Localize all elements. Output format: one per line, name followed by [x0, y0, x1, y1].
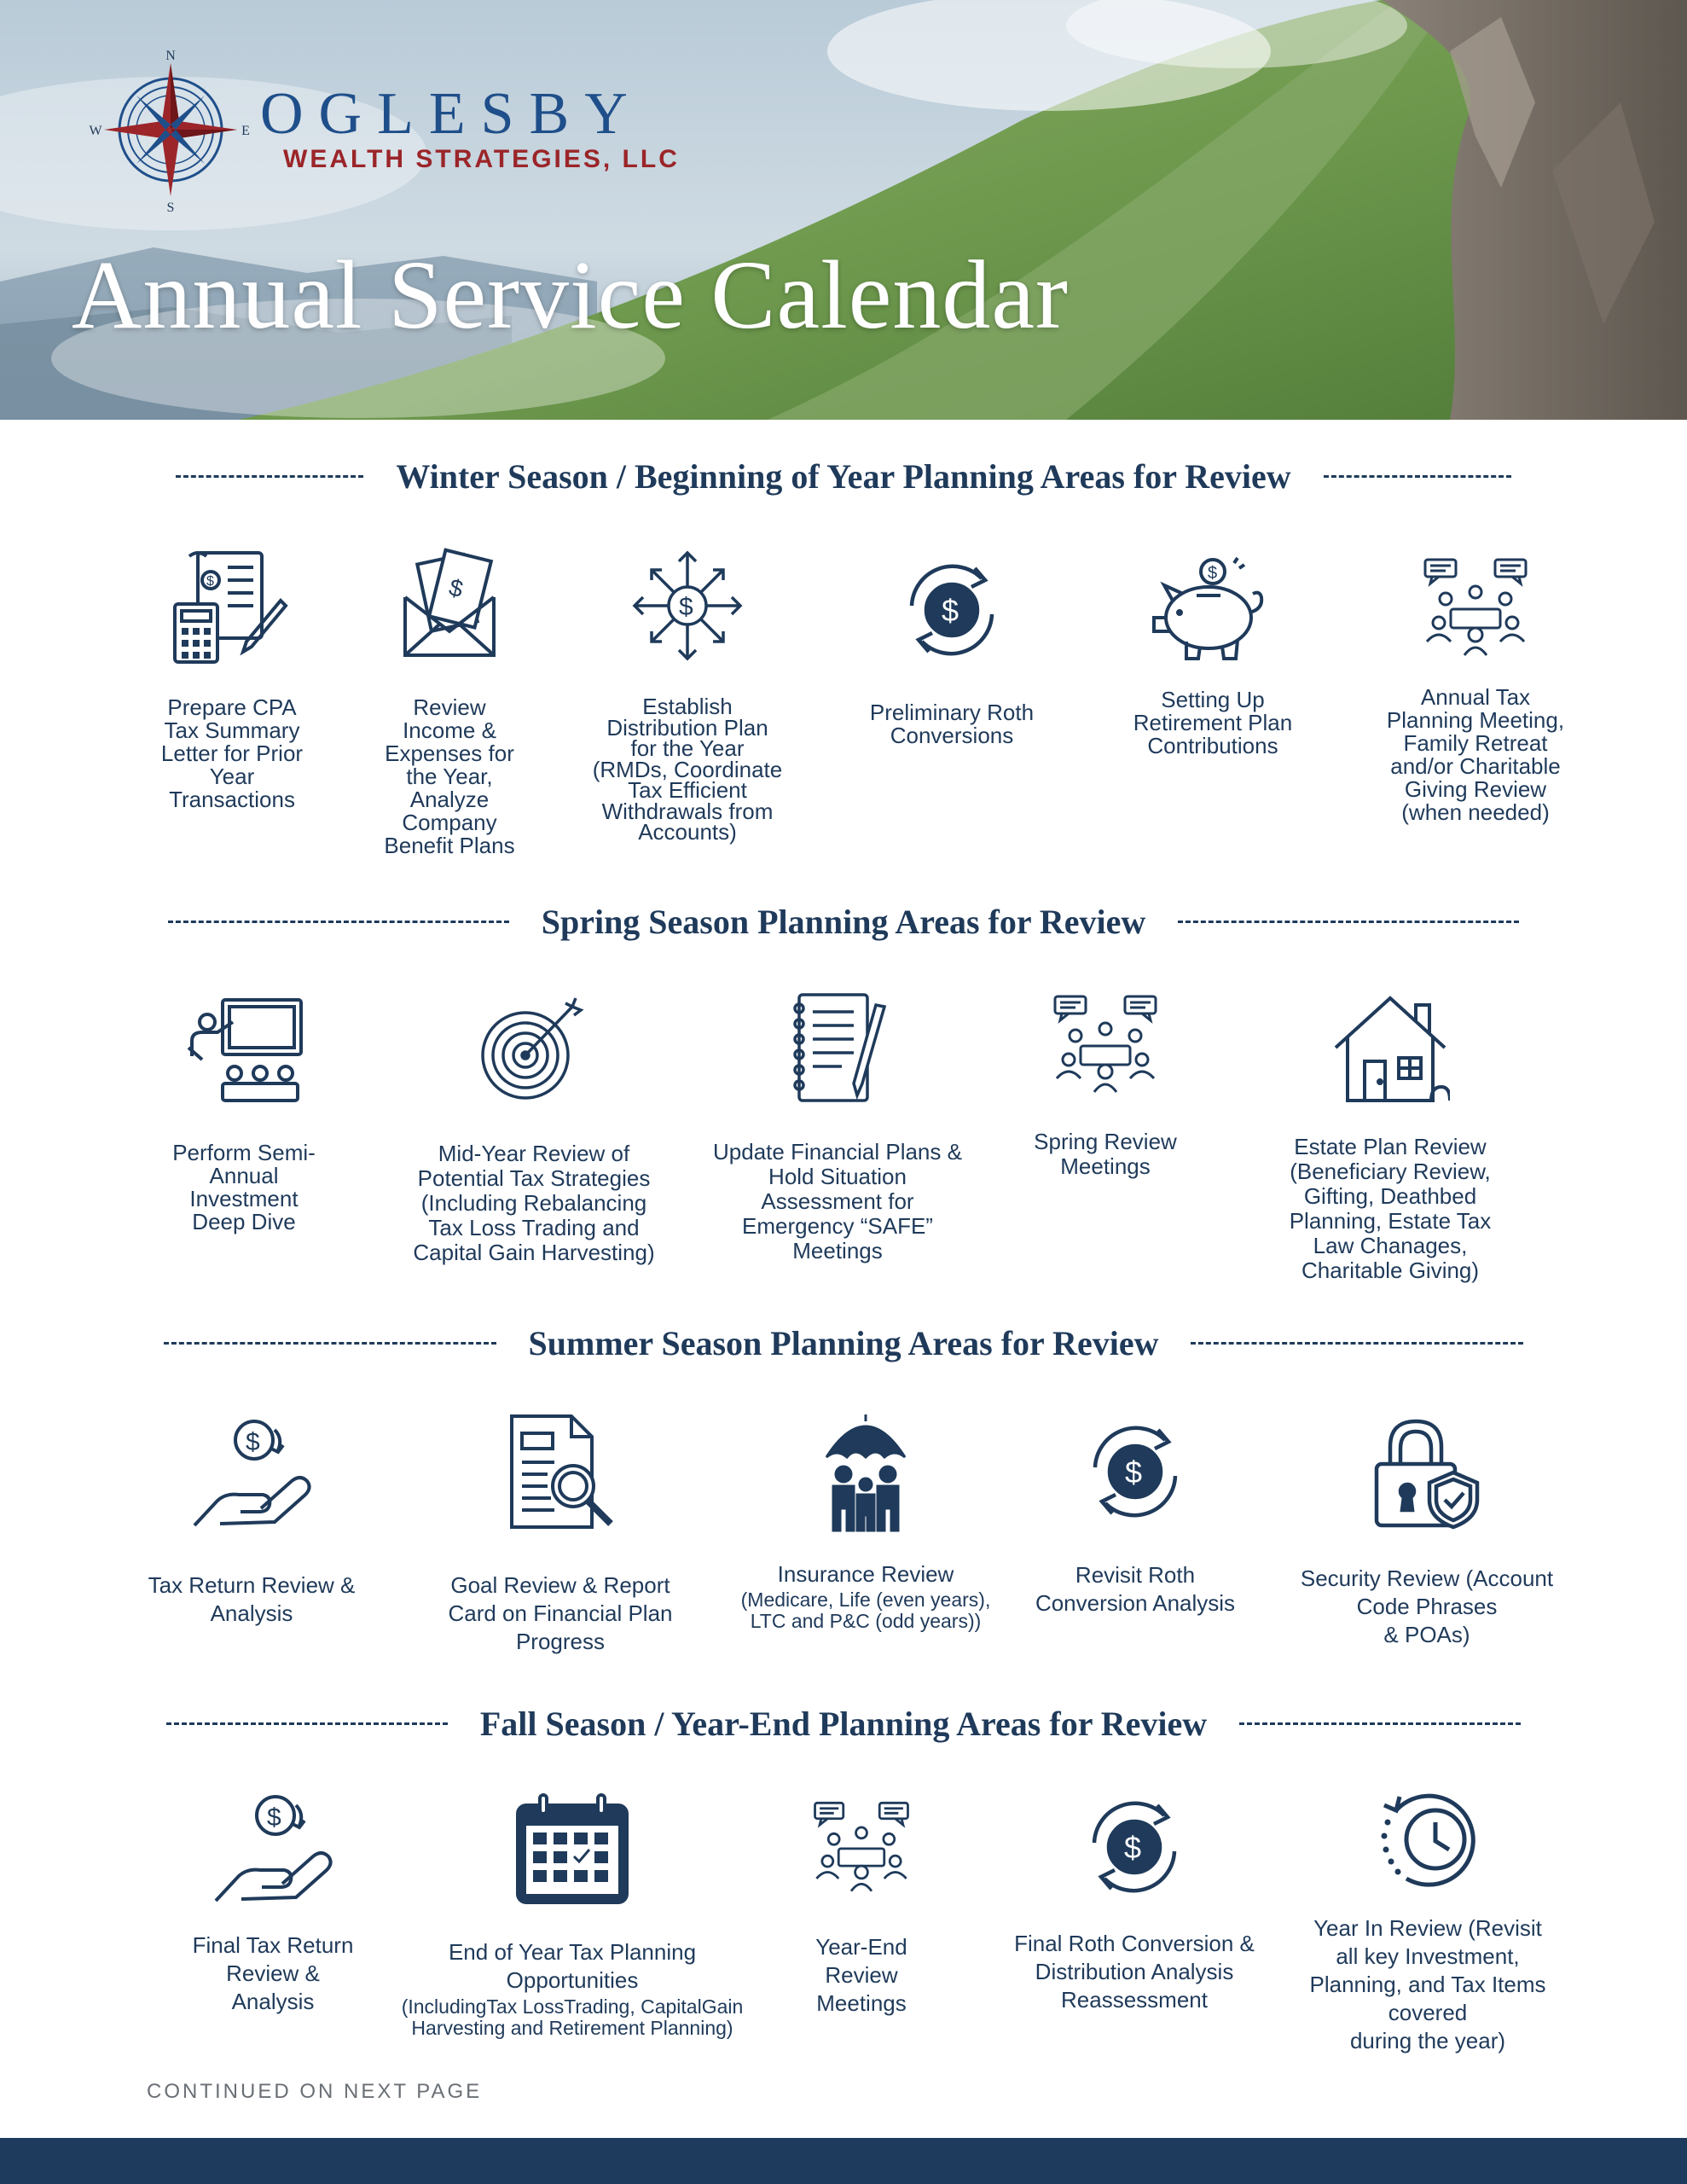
divider-dashes	[176, 475, 363, 478]
piggy-bank-icon	[1149, 556, 1277, 663]
service-item	[380, 1793, 764, 2039]
divider-dashes	[166, 1722, 448, 1725]
service-label: Setting Up Retirement Plan Contributions	[1133, 687, 1293, 758]
house-icon	[1330, 993, 1450, 1104]
calendar-icon	[514, 1793, 630, 1906]
service-label: Prepare CPA Tax Summary Letter for Prior Year Transactions	[160, 694, 304, 812]
svg-text:$: $	[246, 1428, 260, 1456]
section-title: Summer Season Planning Areas for Review	[528, 1323, 1159, 1362]
service-item	[142, 996, 346, 1234]
service-label: Update Financial Plans & Hold Situation Assessment for Emergency “SAFE” Meetings	[713, 1139, 962, 1263]
section-title: Winter Season / Beginning of Year Planning Areas for Review	[396, 456, 1291, 496]
service-sublabel: (Medicare, Life (even years), LTC and P&C (odd years))	[740, 1589, 991, 1632]
service-item	[701, 990, 974, 1263]
service-item	[351, 546, 548, 857]
service-item	[397, 991, 670, 1265]
dollar-cycle-icon	[1080, 1416, 1191, 1527]
notepad-pen-icon	[782, 990, 893, 1106]
service-item	[130, 546, 334, 811]
calculator-documents-icon	[168, 546, 296, 665]
brand-name: OGLESBY	[260, 81, 643, 147]
section-header-spring	[0, 896, 1687, 947]
divider-dashes	[164, 1342, 496, 1345]
svg-text:$: $	[206, 574, 214, 589]
section-title: Spring Season Planning Areas for Review	[541, 902, 1146, 941]
svg-text:$: $	[679, 593, 693, 621]
service-label: Establish Distribution Plan for the Year (RMDs, Coordinate Tax Efficient Withdrawals from Accounts)	[592, 694, 783, 845]
service-item	[1300, 1783, 1556, 2055]
service-label: Revisit Roth Conversion Analysis	[1035, 1562, 1236, 1616]
service-item	[1003, 993, 1208, 1179]
divider-dashes	[168, 921, 509, 923]
service-label: Year In Review (Revisit all key Investment, Planning, and Tax Items covered during the year)	[1309, 1915, 1546, 2053]
service-label: Final Roth Conversion & Distribution Analysis Reassessment	[1014, 1931, 1255, 2013]
brand-subtitle: WEALTH STRATEGIES, LLC	[283, 145, 680, 173]
service-item	[577, 546, 798, 843]
report-search-icon	[503, 1411, 617, 1532]
continued-note: CONTINUED ON NEXT PAGE	[147, 2080, 483, 2103]
footer-bar	[0, 2138, 1687, 2184]
svg-text:$: $	[1124, 1830, 1142, 1865]
dollar-arrows-icon	[628, 546, 747, 665]
service-item	[1365, 556, 1586, 824]
dollar-cycle-icon	[1079, 1792, 1190, 1902]
service-item	[785, 1798, 938, 2018]
service-item	[1269, 993, 1511, 1283]
family-umbrella-icon	[823, 1413, 908, 1532]
service-item	[1102, 556, 1324, 758]
service-label: Estate Plan Review (Beneficiary Review, Gifting, Deathbed Planning, Estate Tax Law Chanages, Charitable Giving)	[1289, 1134, 1492, 1283]
company-logo	[85, 44, 682, 215]
service-item	[128, 1416, 375, 1628]
service-item	[841, 555, 1063, 747]
section-title: Fall Season / Year-End Planning Areas for Review	[479, 1704, 1208, 1743]
service-item	[1020, 1416, 1250, 1618]
service-label: Year-End Review Meetings	[815, 1934, 907, 2016]
svg-text:$: $	[942, 593, 959, 628]
service-label: Final Tax Return Review & Analysis	[192, 1932, 354, 2014]
service-item	[1286, 1416, 1568, 1649]
service-label: Security Review (Account Code Phrases & POAs)	[1300, 1565, 1554, 1647]
meeting-icon	[1050, 993, 1161, 1095]
divider-dashes	[1178, 921, 1519, 923]
section-header-winter	[0, 450, 1687, 502]
lock-shield-icon	[1371, 1416, 1482, 1531]
service-label: Insurance Review	[777, 1561, 954, 1587]
divider-dashes	[1239, 1722, 1521, 1725]
compass-rose-icon	[85, 44, 256, 215]
meeting-icon	[1420, 556, 1531, 659]
compass-n: N	[165, 49, 176, 63]
service-label: Spring Review Meetings	[1034, 1129, 1177, 1179]
service-label: End of Year Tax Planning Opportunities	[448, 1939, 697, 1993]
section-header-fall	[0, 1698, 1687, 1749]
service-sublabel: (IncludingTax LossTrading, CapitalGain Harvesting and Retirement Planning)	[401, 1995, 744, 2039]
dollar-cycle-icon	[896, 555, 1007, 665]
hand-dollar-icon	[189, 1416, 314, 1529]
header-banner	[0, 0, 1687, 420]
service-label: Perform Semi- Annual Investment Deep Dive	[172, 1140, 316, 1234]
service-item	[723, 1413, 1008, 1632]
svg-text:$: $	[446, 573, 467, 603]
envelope-money-icon	[398, 546, 501, 665]
service-label: Tax Return Review & Analysis	[148, 1572, 356, 1626]
svg-text:$: $	[1125, 1455, 1143, 1490]
service-label: Review Income & Expenses for the Year, Analyze Company Benefit Plans	[384, 694, 515, 858]
service-label: Goal Review & Report Card on Financial Plan Progress	[448, 1572, 673, 1654]
divider-dashes	[1324, 475, 1511, 478]
service-label: Mid-Year Review of Potential Tax Strategies (Including Rebalancing Tax Loss Trading and Capital Gain Harvesting)	[413, 1141, 655, 1265]
compass-e: E	[241, 124, 250, 138]
divider-dashes	[1191, 1342, 1523, 1345]
page-title: Annual Service Calendar	[72, 241, 1069, 349]
target-icon	[478, 991, 589, 1104]
compass-s: S	[166, 200, 175, 215]
service-label: Preliminary Roth Conversions	[869, 700, 1035, 748]
service-item	[1006, 1792, 1262, 2014]
svg-text:$: $	[1208, 564, 1218, 583]
svg-text:$: $	[267, 1804, 281, 1832]
clock-history-icon	[1372, 1783, 1483, 1894]
section-header-summer	[0, 1317, 1687, 1368]
service-item	[162, 1792, 384, 2016]
service-label: Annual Tax Planning Meeting, Family Retreat and/or Charitable Giving Review (when needed)	[1386, 684, 1565, 825]
meeting-icon	[810, 1798, 913, 1896]
hand-dollar-icon	[211, 1792, 335, 1904]
compass-w: W	[89, 124, 102, 138]
service-item	[428, 1411, 693, 1656]
presentation-icon	[180, 996, 308, 1104]
